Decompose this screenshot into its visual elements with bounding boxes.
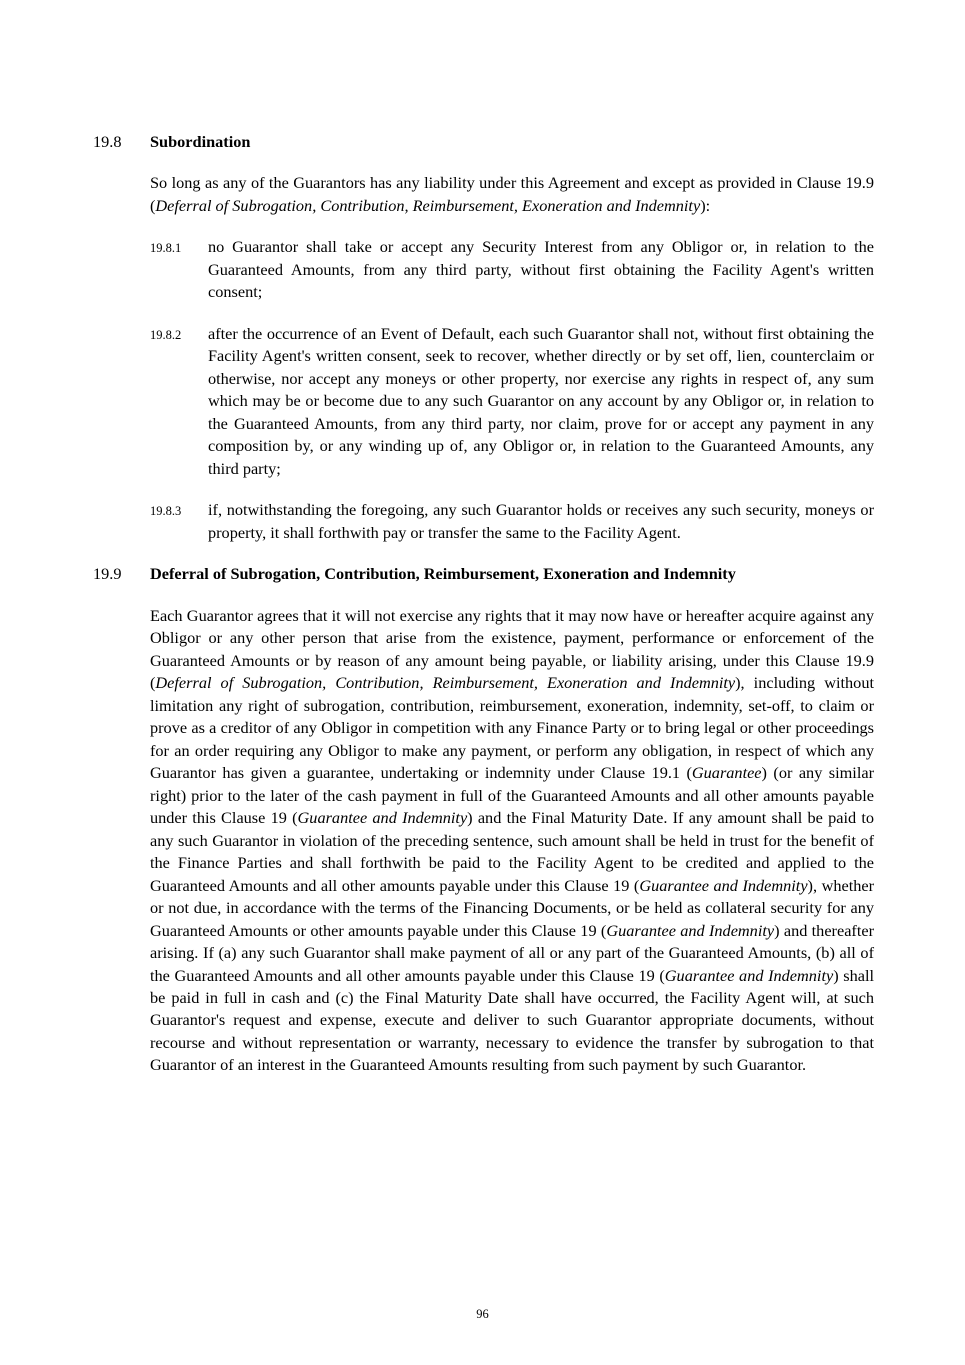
clause-19-8-heading	[93, 131, 874, 153]
clause-19-8-intro-paragraph: So long as any of the Guarantors has any liability under this Agreement and except as provided in Clause 19.9 (Deferral of Subrogation, Contribution, Reimbursement, Exoneration and Indemnity):	[150, 173, 874, 215]
subclause-text: no Guarantor shall take or accept any Security Interest from any Obligor or, in relation to the Guaranteed Amounts, from any third party, without first obtaining the Facility Agent's written consent;	[208, 237, 874, 302]
subclause-number: 19.8.1	[150, 241, 182, 256]
clause-number: 19.8	[93, 132, 122, 151]
subclause-19-8-3	[150, 499, 874, 544]
clause-19-9	[93, 563, 874, 1077]
subclause-number: 19.8.2	[150, 327, 182, 342]
document-body	[93, 131, 874, 1096]
clause-title: Deferral of Subrogation, Contribution, Reimbursement, Exoneration and Indemnity	[150, 564, 736, 584]
subclause-19-8-2	[150, 323, 874, 480]
clause-19-9-heading	[93, 563, 874, 585]
subclause-number: 19.8.3	[150, 504, 182, 519]
clause-19-8	[93, 131, 874, 544]
clause-title: Subordination	[150, 132, 251, 151]
clause-number: 19.9	[93, 564, 122, 584]
page-number: 96	[476, 1306, 489, 1321]
subclause-19-8-1	[150, 236, 874, 303]
subclause-text: after the occurrence of an Event of Default, each such Guarantor shall not, without first obtaining the Facility Agent's written consent, seek to recover, whether directly or by set off, lien, counterclaim or otherwise, nor accept any moneys or other property, nor exercise any rights in respect of, any sum which may be or become due to any such Guarantor on any account by any Obligor or, in relation to the Guaranteed Amounts, from any third party, nor claim, prove for or accept any payment in any composition by, or any winding up of, any Obligor or, in relation to the Guaranteed Amounts, any third party;	[208, 323, 874, 478]
clause-19-9-body-paragraph: Each Guarantor agrees that it will not exercise any rights that it may now have or hereafter acquire against any Obligor or any other person that arise from the existence, payment, performance or enforcement of the Guaranteed Amounts or by reason of any amount being payable, or liability arising, under this Clause 19.9 (Deferral of Subrogation, Contribution, Reimbursement, Exoneration and Indemnity), including without limitation any right of subrogation, contribution, reimbursement, exoneration, indemnity, set-off, to claim or prove as a creditor of any Obligor in competition with any Finance Party or to bring legal or other proceedings for an order requiring any Obligor to make any payment, or perform any obligation, in respect of which any Guarantor has given a guarantee, undertaking or indemnity under Clause 19.1 (Guarantee) (or any similar right) prior to the later of the cash payment in full of the Guaranteed Amounts and all other amounts payable under this Clause 19 (Guarantee and Indemnity) and the Final Maturity Date. If any amount shall be paid to any such Guarantor in violation of the preceding sentence, such amount shall be held in trust for the benefit of the Finance Parties and shall forthwith be paid to the Facility Agent to be credited and applied to the Guaranteed Amounts and all other amounts payable under this Clause 19 (Guarantee and Indemnity), whether or not due, in accordance with the terms of the Financing Documents, or be held as collateral security for any Guaranteed Amounts or other amounts payable under this Clause 19 (Guarantee and Indemnity) and thereafter arising. If (a) any such Guarantor shall make payment of all or any part of the Guaranteed Amounts, (b) all of the Guaranteed Amounts and all other amounts payable under this Clause 19 (Guarantee and Indemnity) shall be paid in full in cash and (c) the Final Maturity Date shall have occurred, the Facility Agent will, at such Guarantor's request and expense, execute and deliver to such Guarantor appropriate documents, without recourse and without representation or warranty, necessary to evidence the transfer by subrogation to that Guarantor of an interest in the Guaranteed Amounts resulting from such payment by such Guarantor.	[150, 605, 875, 1075]
subclause-text: if, notwithstanding the foregoing, any such Guarantor holds or receives any such security, moneys or property, it shall forthwith pay or transfer the same to the Facility Agent.	[208, 500, 874, 542]
page-footer	[0, 1306, 965, 1323]
